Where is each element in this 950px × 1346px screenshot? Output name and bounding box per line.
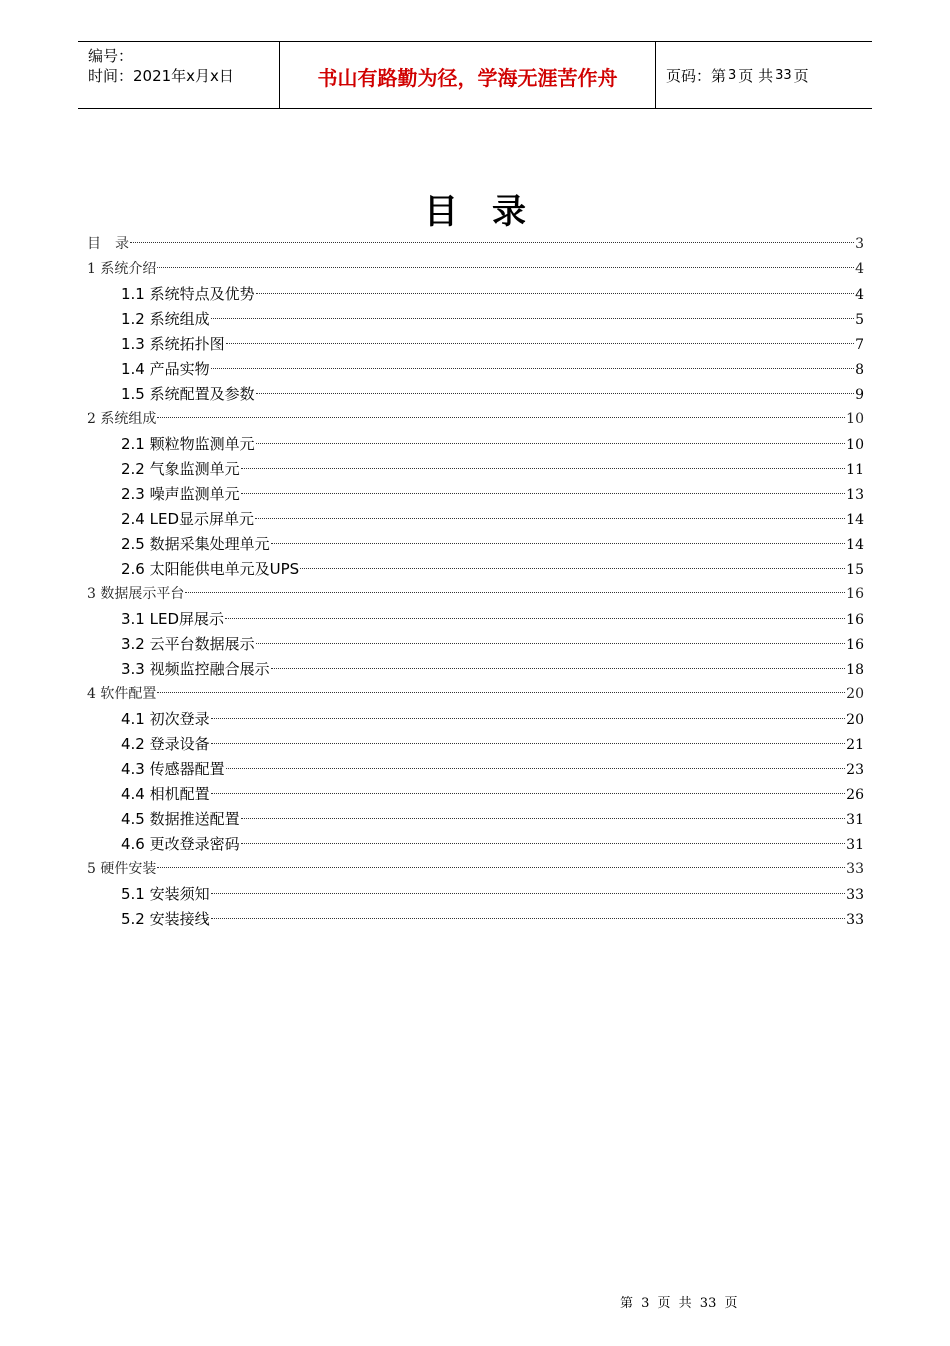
toc-entry-label: 5 硬件安装 (87, 861, 157, 877)
toc-entry[interactable] (87, 232, 864, 257)
toc-entry-page-number: 3 (855, 236, 864, 252)
header-page-total: 33 (775, 67, 792, 83)
table-of-contents (87, 232, 864, 932)
toc-entry-page-number: 33 (846, 912, 864, 928)
toc-entry[interactable] (87, 307, 864, 332)
toc-dot-leader (211, 718, 846, 719)
toc-entry-page-number: 7 (855, 337, 864, 353)
toc-dot-leader (211, 743, 846, 744)
toc-dot-leader (256, 393, 854, 394)
toc-entry[interactable] (87, 582, 864, 607)
toc-entry-page-number: 26 (846, 787, 864, 803)
toc-entry-page-number: 14 (846, 537, 864, 553)
header-page-current: 3 (728, 67, 737, 83)
toc-dot-leader (256, 643, 846, 644)
toc-entry-label: 2.4 LED显示屏单元 (121, 510, 255, 528)
toc-entry[interactable] (87, 357, 864, 382)
toc-entry-label: 1.2 系统组成 (121, 310, 210, 328)
toc-entry-page-number: 31 (846, 812, 864, 828)
toc-entry-page-number: 21 (846, 737, 864, 753)
toc-dot-leader (211, 918, 846, 919)
toc-entry-page-number: 5 (855, 312, 864, 328)
toc-entry-page-number: 16 (846, 586, 864, 602)
toc-entry-page-number: 16 (846, 637, 864, 653)
toc-entry[interactable] (87, 507, 864, 532)
toc-entry-label: 3.1 LED屏展示 (121, 610, 225, 628)
toc-entry[interactable] (87, 257, 864, 282)
toc-dot-leader (256, 293, 854, 294)
toc-entry-page-number: 23 (846, 762, 864, 778)
toc-entry-label: 4 软件配置 (87, 686, 157, 702)
toc-entry[interactable] (87, 782, 864, 807)
toc-entry-label: 3.2 云平台数据展示 (121, 635, 255, 653)
page-title: 目录 (424, 192, 560, 232)
toc-entry-label: 1.5 系统配置及参数 (121, 385, 255, 403)
header-page-suffix: 页 (793, 66, 809, 85)
toc-entry-label: 3 数据展示平台 (87, 586, 185, 602)
toc-dot-leader (241, 493, 846, 494)
toc-entry[interactable] (87, 732, 864, 757)
header-page-info (656, 42, 872, 108)
toc-entry[interactable] (87, 432, 864, 457)
toc-entry-page-number: 8 (855, 362, 864, 378)
toc-dot-leader (300, 568, 845, 569)
toc-entry[interactable] (87, 907, 864, 932)
header-meta (78, 42, 280, 108)
toc-entry-label: 2.1 颗粒物监测单元 (121, 435, 255, 453)
toc-entry-label: 目 录 (87, 236, 129, 252)
toc-entry-label: 4.4 相机配置 (121, 785, 210, 803)
toc-entry-label: 4.6 更改登录密码 (121, 835, 240, 853)
toc-dot-leader (271, 668, 846, 669)
toc-entry-label: 2 系统组成 (87, 411, 157, 427)
toc-entry[interactable] (87, 707, 864, 732)
toc-entry[interactable] (87, 882, 864, 907)
toc-entry-label: 5.1 安装须知 (121, 885, 210, 903)
toc-entry-label: 2.3 噪声监测单元 (121, 485, 240, 503)
header-page-mid: 页 共 (738, 66, 774, 85)
toc-entry-label: 4.1 初次登录 (121, 710, 210, 728)
toc-dot-leader (211, 893, 846, 894)
toc-dot-leader (241, 468, 846, 469)
toc-entry-label: 1.3 系统拓扑图 (121, 335, 225, 353)
toc-dot-leader (185, 592, 845, 593)
toc-entry-label: 4.2 登录设备 (121, 735, 210, 753)
toc-entry-page-number: 31 (846, 837, 864, 853)
toc-entry-label: 2.6 太阳能供电单元及UPS (121, 560, 300, 578)
toc-entry[interactable] (87, 757, 864, 782)
toc-entry[interactable] (87, 532, 864, 557)
toc-entry[interactable] (87, 332, 864, 357)
toc-entry[interactable] (87, 382, 864, 407)
toc-dot-leader (211, 318, 854, 319)
toc-entry[interactable] (87, 557, 864, 582)
toc-dot-leader (130, 242, 854, 243)
toc-entry-label: 1 系统介绍 (87, 261, 157, 277)
toc-entry-label: 1.4 产品实物 (121, 360, 210, 378)
toc-entry-page-number: 33 (846, 861, 864, 877)
header-page-prefix: 页码：第 (666, 66, 727, 85)
toc-entry-page-number: 14 (846, 512, 864, 528)
toc-entry-page-number: 16 (846, 612, 864, 628)
toc-entry-page-number: 18 (846, 662, 864, 678)
toc-dot-leader (256, 443, 846, 444)
header-motto: 书山有路勤为径，学海无涯苦作舟 (280, 42, 656, 108)
toc-dot-leader (157, 267, 854, 268)
toc-entry[interactable] (87, 857, 864, 882)
toc-entry-label: 2.5 数据采集处理单元 (121, 535, 270, 553)
page-footer: 第 3 页 共 33 页 (620, 1296, 738, 1311)
toc-entry-page-number: 10 (846, 411, 864, 427)
toc-dot-leader (211, 793, 846, 794)
header-number-label: 编号： (88, 47, 134, 65)
toc-entry[interactable] (87, 657, 864, 682)
toc-dot-leader (157, 692, 845, 693)
toc-entry[interactable] (87, 282, 864, 307)
toc-entry[interactable] (87, 482, 864, 507)
toc-entry-label: 3.3 视频监控融合展示 (121, 660, 270, 678)
toc-entry-label: 5.2 安装接线 (121, 910, 210, 928)
toc-entry-page-number: 10 (846, 437, 864, 453)
toc-entry-page-number: 13 (846, 487, 864, 503)
toc-dot-leader (255, 518, 845, 519)
toc-entry[interactable] (87, 807, 864, 832)
toc-dot-leader (157, 867, 845, 868)
header-date-label: 时间：2021年x月x日 (88, 67, 234, 85)
toc-entry-page-number: 9 (855, 387, 864, 403)
toc-entry[interactable] (87, 607, 864, 632)
toc-entry-page-number: 4 (855, 261, 864, 277)
toc-dot-leader (226, 343, 854, 344)
toc-dot-leader (271, 543, 846, 544)
toc-entry[interactable] (87, 682, 864, 707)
toc-entry-page-number: 15 (846, 562, 864, 578)
toc-dot-leader (211, 368, 854, 369)
toc-entry-page-number: 11 (846, 462, 864, 478)
toc-entry-page-number: 4 (855, 287, 864, 303)
toc-entry-label: 2.2 气象监测单元 (121, 460, 240, 478)
toc-dot-leader (226, 768, 846, 769)
toc-entry-page-number: 20 (846, 712, 864, 728)
toc-entry-page-number: 20 (846, 686, 864, 702)
toc-entry-page-number: 33 (846, 887, 864, 903)
toc-dot-leader (241, 843, 846, 844)
toc-entry-label: 1.1 系统特点及优势 (121, 285, 255, 303)
toc-entry-label: 4.5 数据推送配置 (121, 810, 240, 828)
page-header (78, 41, 872, 109)
toc-entry-label: 4.3 传感器配置 (121, 760, 225, 778)
toc-dot-leader (157, 417, 845, 418)
toc-dot-leader (241, 818, 846, 819)
toc-entry[interactable] (87, 832, 864, 857)
toc-entry[interactable] (87, 407, 864, 432)
toc-entry[interactable] (87, 457, 864, 482)
toc-entry[interactable] (87, 632, 864, 657)
toc-dot-leader (225, 618, 845, 619)
